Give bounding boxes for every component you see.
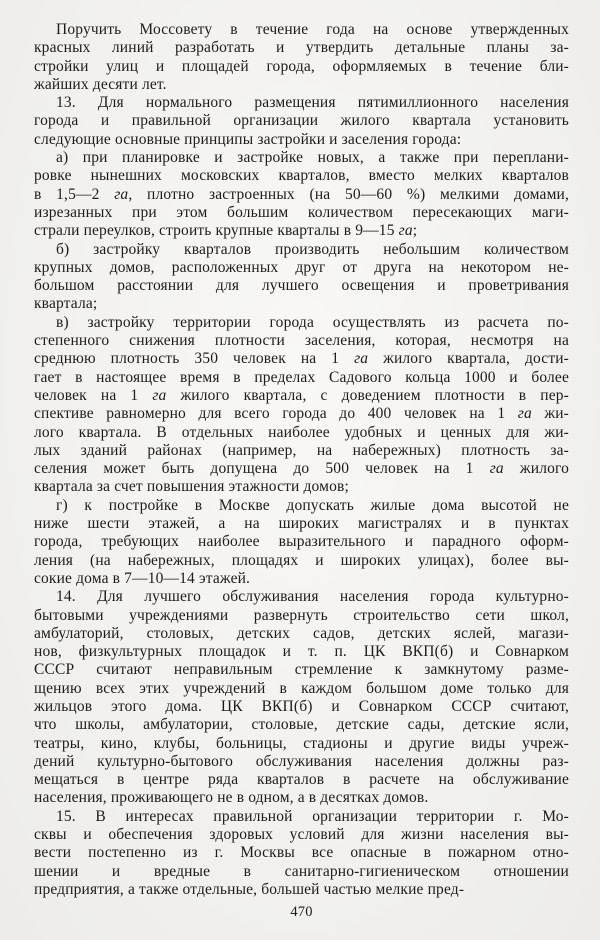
page-number: 470 [290,904,313,921]
text-line: щению всех этих учреждений в каждом большом доме только для [34,679,569,697]
paragraph [34,588,569,808]
text-line: населения, проживающего не в одном, а в десятках домов. [34,789,429,807]
text-line: б) застройку кварталов производить небольшим количеством [56,240,569,258]
text-line: крупных домов, расположенных друг от друга на некотором не- [34,258,569,276]
text-line: города, требующих наиболее выразительного и парадного оформ- [34,533,569,551]
text-line: следующие основные принципы застройки и заселения города: [34,130,462,148]
paragraph [34,21,569,94]
text-line: города и правильной организации жилого квартала установить [34,112,569,130]
text-line: дений культурно-бытового обслуживания населения должны раз- [34,752,569,770]
text-line: человек на 1 га жилого квартала, с доведением плотности в пер- [34,386,569,404]
text-line: квартала за счет повышения этажности домов; [34,478,349,496]
text-line: спективе равномерно для всего города до 400 человек на 1 га жи- [34,405,569,423]
text-line: СССР считают неправильным стремление к замкнутому разме- [34,661,569,679]
text-line: лого квартала. В отдельных наиболее удобных и ценных для жи- [34,423,569,441]
text-line: что школы, амбулатории, столовые, детские сады, детские ясли, [34,716,569,734]
text-line: театры, кино, клубы, больницы, стадионы и другие виды учреж- [34,734,569,752]
paragraph [34,808,569,899]
paragraph [34,497,569,588]
text-line: среднюю плотность 350 человек на 1 га жилого квартала, дости- [34,350,569,368]
text-line: вести постепенно из г. Москвы все опасные в пожарном отно- [34,844,569,862]
text-line: 14. Для лучшего обслуживания населения города культурно- [56,588,569,606]
paragraph [34,94,569,149]
text-line: сквы и обеспечения здоровых условий для жизни населения вы- [34,826,569,844]
text-line: бытовыми учреждениями развернуть строительство сети школ, [34,606,569,624]
text-line: стройки улиц и площадей города, оформляемых в течение бли- [34,57,569,75]
text-line: ниже шести этажей, а на широких магистралях и в пунктах [34,515,569,533]
text-line: 13. Для нормального размещения пятимиллионного населения [56,94,569,112]
text-line: шении и вредные в санитарно-гигиеническом отношении [34,862,569,880]
text-line: гает в настоящее время в пределах Садового кольца 1000 и более [34,368,569,386]
text-line: в 1,5—2 га, плотно застроенных (на 50—60 %) мелкими домами, [34,185,569,203]
paragraph [34,149,569,240]
text-line: селения может быть допущена до 500 человек на 1 га жилого [34,460,569,478]
text-line: сокие дома в 7—10—14 этажей. [34,569,251,587]
text-line: предприятия, а также отдельные, большей частью мелкие пред- [34,880,465,898]
text-line: 15. В интересах правильной организации территории г. Мо- [56,807,569,825]
text-line: жильцов этого дома. ЦК ВКП(б) и Совнарком СССР считают, [34,697,569,715]
text-line: мещаться в центре ряда кварталов в расчете на обслуживание [34,771,569,789]
text-line: Поручить Моссовету в течение года на основе утвержденных [56,21,569,38]
text-line: квартала; [34,295,98,313]
text-line: степенного снижения плотности заселения, которая, несмотря на [34,332,569,350]
text-line: лых зданий районах (например, на набережных) плотность за- [34,441,569,459]
text-line: ления (на набережных, площадях и широких улицах), более вы- [34,551,569,569]
paragraph [34,314,569,497]
text-line: ровке нынешних московских кварталов, вместо мелких кварталов [34,167,569,185]
text-block [34,21,569,899]
text-line: красных линий разработать и утвердить детальные планы за- [34,39,569,57]
paragraph [34,241,569,314]
text-line: нов, физкультурных площадок и т. п. ЦК ВКП(б) и Совнарком [34,643,569,661]
text-line: изрезанных при этом большим количеством пересекающих маги- [34,203,569,221]
text-line: страли переулков, строить крупные кварталы в 9—15 га; [34,222,418,240]
text-line: большом расстоянии для лучшего освещения и проветривания [34,277,569,295]
text-line: жайших десяти лет. [34,75,167,93]
text-line: г) к постройке в Москве допускать жилые дома высотой не [56,496,569,514]
text-line: в) застройку территории города осуществлять из расчета по- [56,313,569,331]
text-line: а) при планировке и застройке новых, а также при переплани- [56,149,569,167]
text-line: амбулаторий, столовых, детских садов, детских яслей, магази- [34,624,569,642]
